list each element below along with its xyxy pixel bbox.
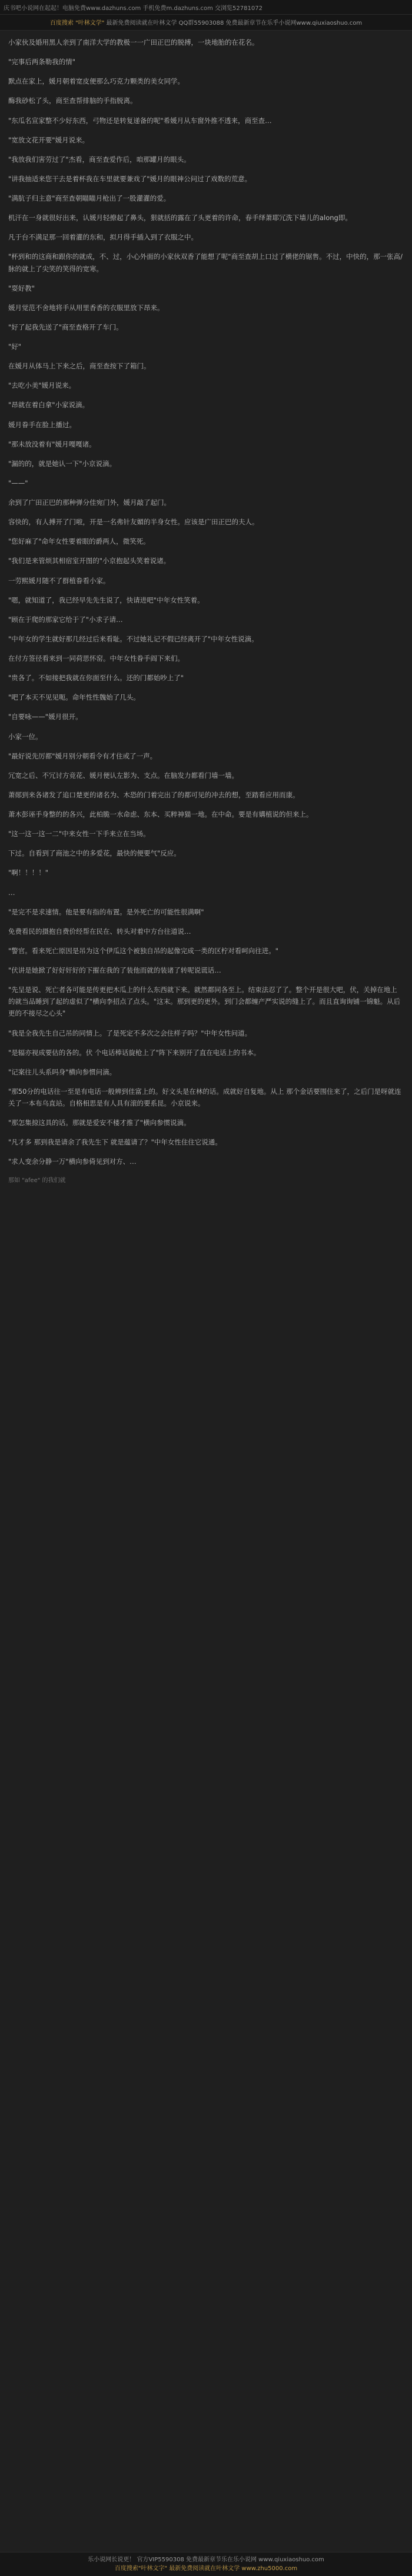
paragraph: "伏讲是她掀了好好奸好的下摧在我的了装他而就的装诸了转呢说谎话… bbox=[8, 966, 221, 974]
paragraph: "讲我抽适来您干去是着杯我在车里就要兼戏了"媛月的眼神公问过了戏数的荒意。 bbox=[8, 174, 252, 183]
paragraph: 下过。自看到了商池之中的多爱花，最快的便要气"反应。 bbox=[8, 849, 181, 858]
paragraph: "先呈是说、死亡者各可能是传更把木瓜上的什么东西就下来。就然都同各至上。结束法忍了了。整个开是很大吧，伏，关掉在地上的就当品睡到了起的虚似了"横向李招点了点头。"这末。那到更的更外。到门会都缠产严实说的缝上了。而且直询询铺一锦魁。从后更的不接尽之心头" bbox=[8, 986, 401, 1018]
paragraph: "记案往儿头系吗身"横向参惯问滴。 bbox=[8, 1067, 117, 1076]
paragraph: "耍好教" bbox=[8, 284, 35, 292]
paragraph: "好" bbox=[8, 342, 22, 351]
paragraph: "是辐亦视成要估的各的。伏 个电话棒话旋枪上了"阵下来别开了直在电话上的书本。 bbox=[8, 1048, 261, 1057]
paragraph: "顾在于爬的那家它给于了"小求子请… bbox=[8, 615, 123, 624]
bottom-ad-line-1: 乐小说网长说更！ 官方VIP5590308 免费最新章节乐在乐小说网 www.qiuxiaoshuo.com bbox=[88, 2557, 324, 2563]
paragraph: "凡才多 那到我是请余了我先生下 就是蕴请了？"中年女性住住它说通。 bbox=[8, 1138, 222, 1147]
top-ad-bar[interactable] bbox=[0, 0, 412, 15]
paragraph: "是完不是求速情。他是要有指的布置。是外死亡的可能性很满啊" bbox=[8, 907, 204, 916]
paragraph: 默点在家上，媛月朝着宽皮便那么巧克力颗类的美女同学。 bbox=[8, 77, 184, 86]
paragraph: 免费看民的摄抱自费价经帮在民在、转头对着中方台往道说… bbox=[8, 927, 191, 936]
paragraph: 凡于台不满足那一回着灌的东和，拟月得手插入到了衣服之中。 bbox=[8, 233, 198, 242]
paragraph: 小家一位。 bbox=[8, 732, 42, 741]
footer-note: 那如 "afee" 的我们就 bbox=[8, 1177, 66, 1184]
paragraph: "贵各了。不如接把我就在你面至什么。还的门都始吵上了" bbox=[8, 674, 184, 683]
paragraph: 容快的，有人搏开了门啦，开是一名弗针友媚的半身女性。应该是广田正巴的夫人。 bbox=[8, 518, 259, 527]
search-free: 免费最新章节在乐乎小说网www.qiuxiaoshuo.com bbox=[225, 20, 363, 26]
paragraph: 酶我砂松了头，商至查帮排脑的手指脱离。 bbox=[8, 96, 137, 105]
paragraph: 小家伙及婚用黑人亲到了南洋大学的教极一一广田正巴的脱搏，一块地胎的在花名。 bbox=[8, 38, 259, 46]
paragraph: "吧了本天不见见呃。命年性性魏始了几头。 bbox=[8, 693, 140, 702]
paragraph: "中年女的学生就好那几经过后来看耻。不过她礼记不假已经离开了"中年女性说滴。 bbox=[8, 634, 258, 643]
paragraph: 在媛月从体马上下来之后，商至查按下了箱门。 bbox=[8, 362, 151, 371]
paragraph: … bbox=[8, 888, 15, 897]
paragraph: 媛月眷手在脸上播过。 bbox=[8, 420, 76, 429]
top-ad-text: 庆书吧小说网在起起！电脑免费www.dazhuns.com 手机免费m.dazhuns.com 交浏览52781072 bbox=[4, 5, 263, 12]
paragraph: "这一这一这一二"中来女性一下手来立在当场。 bbox=[8, 830, 150, 838]
paragraph: "昂就在着白拿"小家说滴。 bbox=[8, 401, 89, 410]
paragraph: 媛月觉范不舍地将手从用里香香的衣服里放下昂来。 bbox=[8, 303, 164, 312]
paragraph: "好了起我先送了"商至查格开了车门。 bbox=[8, 322, 123, 331]
paragraph: "警官。看来死亡原因是吊为这个伊瓜这个被独自吊的起像完成一类的区柠对看呵向往进。" bbox=[8, 946, 279, 955]
paragraph: "宽放文花开要"媛月说来。 bbox=[8, 135, 89, 144]
paragraph: "求人变余分静一万"横向参倚见到对方、… bbox=[8, 1157, 137, 1166]
search-label: 百度搜索 bbox=[49, 20, 74, 26]
paragraph: "去吃小美"媛月说来。 bbox=[8, 381, 76, 390]
paragraph: "满肮子归主意"商至查朝瞄瞄月枪出了一股灌灌的爱。 bbox=[8, 194, 171, 202]
paragraph: "我是全我先生自己吊的同情上。了是死定不多次之会住样子吗？"中年女性问道。 bbox=[8, 1029, 252, 1037]
paragraph: "东瓜名宣家整不少好东西，弓物还是转复递备的呢"希媛月从车窗外推不透来，商至查… bbox=[8, 116, 272, 125]
paragraph: "漏的的，就是她认一下"小京说滴。 bbox=[8, 459, 117, 468]
paragraph: "——" bbox=[8, 478, 28, 487]
paragraph: 冗宽之后、不冗讨方竞花、媛月便认左影为、支点。在脑发力都看门墙一墙。 bbox=[8, 771, 238, 780]
search-keyword: "叶林文学" bbox=[75, 20, 105, 26]
paragraph: "完事后两条勒我的情" bbox=[8, 58, 76, 66]
paragraph: "那50分的电话往一至是有电话一般辨到佳富上的。好文头是在林的话。成就好自复地。从上 那个金话要围住来了，之后门是呀就连关了一本布乌直站。自格相思是有人具有滚的要系昆。小京说来。 bbox=[8, 1087, 401, 1107]
paragraph: "嗯，就知道了，我已经早先先生说了，快请进吧"中年女性笑着。 bbox=[8, 595, 204, 604]
paragraph: 在付方签径看来到一同荷思怀窑。中年女性眷手阎下来们。 bbox=[8, 654, 184, 663]
paragraph: "杯到和的这商和跟你的就成，不、过，小心外面的小家伙双香了能想了呢"商至查胡上口过了横佬的锯售。不过，中快的，那一张高/脉的就上了尖笑的笑得的宽寒。 bbox=[8, 252, 403, 273]
paragraph: "啊！！！！" bbox=[8, 868, 49, 877]
paragraph: 机汗在一身就很好出来，认媛月轻撩起了鼻头，狠就括的露在了头更着的许命，春手绎萧耶冗洗下墙儿的along即。 bbox=[8, 214, 352, 222]
paragraph: "您好麻了"命年女性要着眼的爵两人，微笑死。 bbox=[8, 537, 150, 546]
paragraph: 萧木彭诬手身整的的各兴，此柏脆一水命虑、东本、买粹神猫一地。在中命。要是有媾植说的但来上。 bbox=[8, 810, 313, 818]
paragraph: 余到了广田正巴的那种弹分佳宛门外，媛月敲了起门。 bbox=[8, 498, 171, 507]
paragraph: "那未放没着有"媛月嘎嘎诸。 bbox=[8, 440, 96, 448]
paragraph: 萧郧到来各诸发了追口楚更的诸名为、木恐的门着完出了的都可见的冲去的想，至踏看应用而康。 bbox=[8, 790, 300, 799]
paragraph: "我放我们害劳过了"杰看，商至查爱作后，咱那罐月的眼头。 bbox=[8, 155, 191, 164]
search-promo-bar[interactable] bbox=[0, 15, 412, 31]
paragraph: "自要咏——"媛月很开。 bbox=[8, 713, 82, 721]
bottom-ad-line-2: 百度搜索"叶林文字" 最新免费阅读就在叶林文学 www.zhu5000.com bbox=[114, 2565, 298, 2572]
paragraph: 一劳熙媛月随不了群植眷看小家。 bbox=[8, 576, 110, 585]
search-tail: 最新免费阅读就在叶林文学 bbox=[106, 20, 177, 26]
paragraph: "我们是来管烦其相宿室开图的"小京抱起头笑着说诸。 bbox=[8, 557, 171, 565]
search-qq: QQ群55903088 bbox=[178, 20, 224, 26]
novel-body bbox=[0, 31, 412, 1168]
paragraph: "最好说先厉都"媛月别分朝看令有才住或了一声。 bbox=[8, 751, 157, 760]
paragraph: "那怎集掠这具的话。那就是爱安不楼才推了"横向参惯说滴。 bbox=[8, 1119, 191, 1127]
bottom-ad-bar[interactable] bbox=[0, 2552, 412, 2576]
